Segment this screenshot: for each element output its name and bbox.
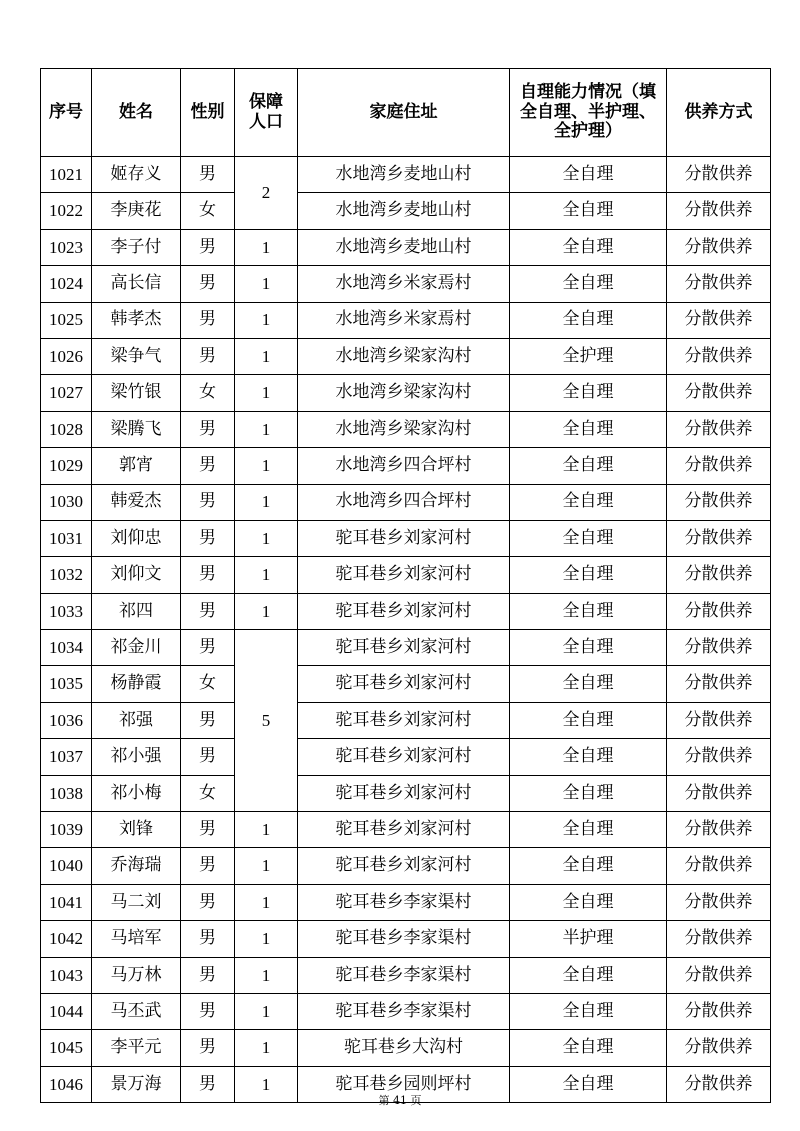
cell-address: 驼耳巷乡刘家河村 xyxy=(298,848,510,884)
cell-seq: 1032 xyxy=(41,557,92,593)
cell-gender: 男 xyxy=(181,266,235,302)
table-row xyxy=(41,229,771,265)
header-ability: 自理能力情况（填全自理、半护理、全护理） xyxy=(510,69,667,157)
cell-seq: 1024 xyxy=(41,266,92,302)
header-pop: 保障人口 xyxy=(235,69,298,157)
cell-name: 杨静霞 xyxy=(92,666,181,702)
cell-gender: 男 xyxy=(181,157,235,193)
cell-support: 分散供养 xyxy=(667,957,771,993)
cell-seq: 1039 xyxy=(41,812,92,848)
cell-pop: 1 xyxy=(235,229,298,265)
header-address: 家庭住址 xyxy=(298,69,510,157)
cell-ability: 全自理 xyxy=(510,520,667,556)
cell-pop: 1 xyxy=(235,812,298,848)
cell-address: 驼耳巷乡刘家河村 xyxy=(298,557,510,593)
cell-support: 分散供养 xyxy=(667,484,771,520)
cell-ability: 全自理 xyxy=(510,1030,667,1066)
cell-name: 郭宵 xyxy=(92,448,181,484)
cell-gender: 男 xyxy=(181,957,235,993)
cell-ability: 全自理 xyxy=(510,848,667,884)
cell-support: 分散供养 xyxy=(667,157,771,193)
cell-ability: 全自理 xyxy=(510,266,667,302)
header-gender: 性别 xyxy=(181,69,235,157)
cell-address: 驼耳巷乡刘家河村 xyxy=(298,520,510,556)
cell-gender: 男 xyxy=(181,448,235,484)
cell-name: 梁竹银 xyxy=(92,375,181,411)
cell-gender: 男 xyxy=(181,229,235,265)
cell-ability: 全自理 xyxy=(510,666,667,702)
table-row xyxy=(41,993,771,1029)
table-row xyxy=(41,1030,771,1066)
roster-body xyxy=(41,157,771,1103)
cell-address: 水地湾乡米家焉村 xyxy=(298,302,510,338)
cell-pop: 1 xyxy=(235,557,298,593)
cell-pop: 1 xyxy=(235,921,298,957)
cell-gender: 女 xyxy=(181,666,235,702)
cell-name: 景万海 xyxy=(92,1066,181,1102)
cell-support: 分散供养 xyxy=(667,812,771,848)
cell-address: 水地湾乡四合坪村 xyxy=(298,484,510,520)
cell-name: 高长信 xyxy=(92,266,181,302)
cell-pop: 1 xyxy=(235,848,298,884)
table-row xyxy=(41,884,771,920)
cell-ability: 全自理 xyxy=(510,630,667,666)
cell-seq: 1025 xyxy=(41,302,92,338)
cell-support: 分散供养 xyxy=(667,520,771,556)
cell-address: 驼耳巷乡刘家河村 xyxy=(298,702,510,738)
cell-ability: 全自理 xyxy=(510,557,667,593)
cell-gender: 男 xyxy=(181,1030,235,1066)
cell-name: 梁争气 xyxy=(92,338,181,374)
cell-gender: 男 xyxy=(181,338,235,374)
cell-name: 李庚花 xyxy=(92,193,181,229)
cell-gender: 男 xyxy=(181,1066,235,1102)
cell-support: 分散供养 xyxy=(667,302,771,338)
cell-name: 祁金川 xyxy=(92,630,181,666)
cell-seq: 1028 xyxy=(41,411,92,447)
cell-address: 驼耳巷乡李家渠村 xyxy=(298,957,510,993)
cell-gender: 男 xyxy=(181,848,235,884)
cell-support: 分散供养 xyxy=(667,266,771,302)
cell-support: 分散供养 xyxy=(667,666,771,702)
cell-pop: 1 xyxy=(235,484,298,520)
cell-ability: 全自理 xyxy=(510,375,667,411)
table-row xyxy=(41,411,771,447)
cell-support: 分散供养 xyxy=(667,884,771,920)
header-name: 姓名 xyxy=(92,69,181,157)
cell-pop: 1 xyxy=(235,520,298,556)
cell-seq: 1029 xyxy=(41,448,92,484)
table-row xyxy=(41,448,771,484)
table-row xyxy=(41,666,771,702)
cell-address: 驼耳巷乡园则坪村 xyxy=(298,1066,510,1102)
cell-name: 马万林 xyxy=(92,957,181,993)
cell-seq: 1041 xyxy=(41,884,92,920)
cell-support: 分散供养 xyxy=(667,229,771,265)
cell-ability: 全自理 xyxy=(510,884,667,920)
cell-name: 刘仰文 xyxy=(92,557,181,593)
cell-support: 分散供养 xyxy=(667,375,771,411)
cell-gender: 男 xyxy=(181,484,235,520)
cell-support: 分散供养 xyxy=(667,1066,771,1102)
cell-name: 祁四 xyxy=(92,593,181,629)
cell-seq: 1044 xyxy=(41,993,92,1029)
cell-name: 梁腾飞 xyxy=(92,411,181,447)
cell-pop: 1 xyxy=(235,993,298,1029)
table-row xyxy=(41,157,771,193)
cell-pop: 1 xyxy=(235,302,298,338)
cell-ability: 全自理 xyxy=(510,775,667,811)
table-row xyxy=(41,812,771,848)
cell-seq: 1026 xyxy=(41,338,92,374)
cell-support: 分散供养 xyxy=(667,702,771,738)
cell-gender: 男 xyxy=(181,884,235,920)
cell-support: 分散供养 xyxy=(667,993,771,1029)
cell-name: 马培军 xyxy=(92,921,181,957)
cell-gender: 男 xyxy=(181,993,235,1029)
cell-seq: 1043 xyxy=(41,957,92,993)
cell-address: 水地湾乡梁家沟村 xyxy=(298,411,510,447)
cell-pop: 1 xyxy=(235,593,298,629)
cell-pop: 1 xyxy=(235,957,298,993)
page-footer: 第 41 页 xyxy=(378,1094,422,1107)
table-row xyxy=(41,375,771,411)
cell-gender: 男 xyxy=(181,739,235,775)
table-row xyxy=(41,739,771,775)
cell-seq: 1035 xyxy=(41,666,92,702)
cell-gender: 男 xyxy=(181,630,235,666)
cell-gender: 女 xyxy=(181,375,235,411)
cell-address: 水地湾乡米家焉村 xyxy=(298,266,510,302)
cell-address: 水地湾乡梁家沟村 xyxy=(298,338,510,374)
table-row xyxy=(41,302,771,338)
cell-name: 刘仰忠 xyxy=(92,520,181,556)
cell-gender: 男 xyxy=(181,302,235,338)
cell-pop: 5 xyxy=(235,630,298,812)
cell-address: 驼耳巷乡刘家河村 xyxy=(298,812,510,848)
header-support: 供养方式 xyxy=(667,69,771,157)
cell-pop: 1 xyxy=(235,411,298,447)
cell-ability: 全自理 xyxy=(510,484,667,520)
cell-address: 水地湾乡麦地山村 xyxy=(298,229,510,265)
cell-gender: 女 xyxy=(181,193,235,229)
table-row xyxy=(41,630,771,666)
cell-address: 水地湾乡麦地山村 xyxy=(298,193,510,229)
cell-ability: 全自理 xyxy=(510,1066,667,1102)
header-row xyxy=(41,69,771,157)
cell-name: 韩孝杰 xyxy=(92,302,181,338)
roster-table xyxy=(40,68,771,1103)
cell-ability: 全自理 xyxy=(510,229,667,265)
cell-address: 驼耳巷乡李家渠村 xyxy=(298,884,510,920)
table-row xyxy=(41,775,771,811)
cell-support: 分散供养 xyxy=(667,193,771,229)
cell-seq: 1030 xyxy=(41,484,92,520)
table-row xyxy=(41,593,771,629)
cell-gender: 男 xyxy=(181,812,235,848)
cell-seq: 1034 xyxy=(41,630,92,666)
cell-support: 分散供养 xyxy=(667,1030,771,1066)
cell-ability: 全护理 xyxy=(510,338,667,374)
cell-name: 祁强 xyxy=(92,702,181,738)
cell-seq: 1023 xyxy=(41,229,92,265)
cell-ability: 全自理 xyxy=(510,193,667,229)
cell-ability: 半护理 xyxy=(510,921,667,957)
cell-pop: 1 xyxy=(235,1030,298,1066)
cell-address: 驼耳巷乡刘家河村 xyxy=(298,666,510,702)
cell-seq: 1037 xyxy=(41,739,92,775)
cell-support: 分散供养 xyxy=(667,411,771,447)
cell-name: 祁小强 xyxy=(92,739,181,775)
cell-address: 水地湾乡梁家沟村 xyxy=(298,375,510,411)
cell-support: 分散供养 xyxy=(667,775,771,811)
cell-ability: 全自理 xyxy=(510,702,667,738)
cell-address: 驼耳巷乡刘家河村 xyxy=(298,630,510,666)
cell-name: 刘锋 xyxy=(92,812,181,848)
cell-pop: 1 xyxy=(235,338,298,374)
table-row xyxy=(41,193,771,229)
cell-name: 马二刘 xyxy=(92,884,181,920)
cell-support: 分散供养 xyxy=(667,338,771,374)
table-row xyxy=(41,266,771,302)
cell-ability: 全自理 xyxy=(510,157,667,193)
cell-support: 分散供养 xyxy=(667,557,771,593)
table-row xyxy=(41,702,771,738)
table-row xyxy=(41,338,771,374)
cell-seq: 1022 xyxy=(41,193,92,229)
cell-ability: 全自理 xyxy=(510,993,667,1029)
table-row xyxy=(41,848,771,884)
cell-address: 驼耳巷乡刘家河村 xyxy=(298,775,510,811)
cell-name: 李子付 xyxy=(92,229,181,265)
cell-name: 马丕武 xyxy=(92,993,181,1029)
cell-address: 水地湾乡四合坪村 xyxy=(298,448,510,484)
cell-name: 李平元 xyxy=(92,1030,181,1066)
cell-ability: 全自理 xyxy=(510,302,667,338)
cell-support: 分散供养 xyxy=(667,848,771,884)
cell-pop: 1 xyxy=(235,375,298,411)
cell-name: 乔海瑞 xyxy=(92,848,181,884)
cell-address: 驼耳巷乡大沟村 xyxy=(298,1030,510,1066)
cell-seq: 1036 xyxy=(41,702,92,738)
cell-support: 分散供养 xyxy=(667,448,771,484)
cell-pop: 1 xyxy=(235,266,298,302)
cell-seq: 1038 xyxy=(41,775,92,811)
cell-gender: 男 xyxy=(181,411,235,447)
cell-ability: 全自理 xyxy=(510,739,667,775)
cell-gender: 男 xyxy=(181,702,235,738)
cell-seq: 1021 xyxy=(41,157,92,193)
cell-gender: 男 xyxy=(181,921,235,957)
cell-seq: 1027 xyxy=(41,375,92,411)
cell-address: 驼耳巷乡刘家河村 xyxy=(298,593,510,629)
cell-gender: 男 xyxy=(181,520,235,556)
cell-support: 分散供养 xyxy=(667,593,771,629)
cell-gender: 男 xyxy=(181,557,235,593)
table-row xyxy=(41,484,771,520)
table-row xyxy=(41,557,771,593)
cell-address: 驼耳巷乡李家渠村 xyxy=(298,921,510,957)
cell-ability: 全自理 xyxy=(510,957,667,993)
cell-pop: 1 xyxy=(235,448,298,484)
cell-gender: 女 xyxy=(181,775,235,811)
table-row xyxy=(41,520,771,556)
cell-ability: 全自理 xyxy=(510,593,667,629)
cell-pop: 1 xyxy=(235,884,298,920)
cell-pop: 2 xyxy=(235,157,298,230)
table-row xyxy=(41,957,771,993)
cell-support: 分散供养 xyxy=(667,921,771,957)
cell-ability: 全自理 xyxy=(510,411,667,447)
cell-ability: 全自理 xyxy=(510,448,667,484)
cell-seq: 1042 xyxy=(41,921,92,957)
cell-support: 分散供养 xyxy=(667,739,771,775)
cell-name: 祁小梅 xyxy=(92,775,181,811)
cell-pop: 1 xyxy=(235,1066,298,1102)
cell-address: 驼耳巷乡刘家河村 xyxy=(298,739,510,775)
cell-seq: 1040 xyxy=(41,848,92,884)
cell-address: 驼耳巷乡李家渠村 xyxy=(298,993,510,1029)
header-seq: 序号 xyxy=(41,69,92,157)
cell-seq: 1031 xyxy=(41,520,92,556)
cell-support: 分散供养 xyxy=(667,630,771,666)
table-row xyxy=(41,921,771,957)
cell-seq: 1033 xyxy=(41,593,92,629)
cell-seq: 1045 xyxy=(41,1030,92,1066)
cell-ability: 全自理 xyxy=(510,812,667,848)
cell-name: 姬存义 xyxy=(92,157,181,193)
cell-seq: 1046 xyxy=(41,1066,92,1102)
cell-gender: 男 xyxy=(181,593,235,629)
cell-name: 韩爱杰 xyxy=(92,484,181,520)
cell-address: 水地湾乡麦地山村 xyxy=(298,157,510,193)
